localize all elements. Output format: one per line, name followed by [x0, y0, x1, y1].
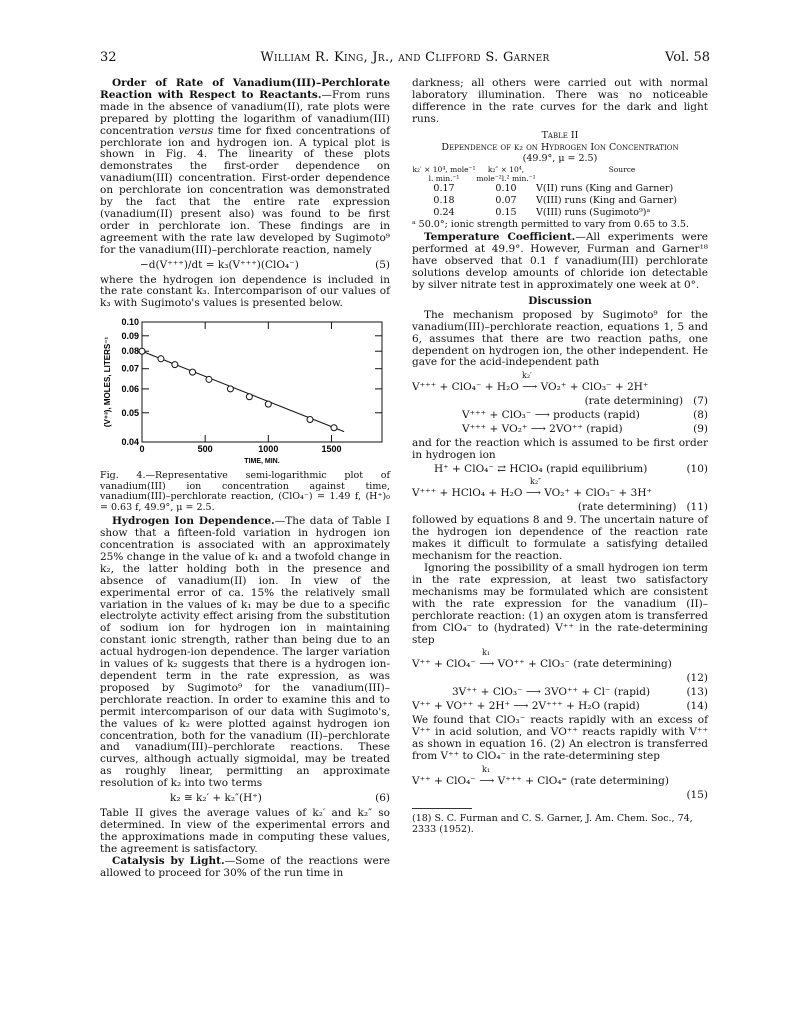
paragraph-we-found: We found that ClO₃⁻ reacts rapidly with an excess of V⁺⁺ in acid solution, and VO⁺⁺ reacts rapidly with V⁺⁺ as shown in equation 16. (2) An electron is transferred from V⁺⁺ to ClO₄⁻ in the rate-determining step [412, 714, 708, 762]
y-axis-label: (V⁺³), MOLES, LITERS⁻¹ [103, 337, 112, 428]
x-tick-label: 1500 [321, 444, 342, 455]
discussion-heading: Discussion [528, 294, 592, 307]
figure-caption: Fig. 4.—Representative semi-logarithmic plot of vanadium(III) ion concentration against time, vanadium(III)–perchlorate reaction, (ClO₄⁻) = 1.49 f, (H⁺)₀ = 0.63 f, 49.9°, μ = 2.5. [100, 470, 390, 513]
table-header-cell: k₂′ × 10⁴, mole⁻¹ l. min.⁻¹ [412, 165, 476, 184]
rate-constant-label: k₁ [482, 764, 491, 774]
table-header-cell: Source [608, 165, 636, 175]
data-point [246, 394, 252, 400]
data-point [172, 362, 178, 368]
paragraph-first-order: and for the reaction which is assumed to be first order in hydrogen ion [412, 436, 708, 461]
table-title: Dependence of k₂ on Hydrogen Ion Concentration [441, 141, 679, 153]
paragraph-darkness: darkness; all others were carried out with normal laboratory illumination. There was no noticeable difference in the rate curves for the dark and light runs. [412, 77, 708, 125]
paragraph-intercomparison: where the hydrogen ion dependence is included in the rate constant k₃. Intercomparison of our values of k₃ with Sugimoto's values is presented below. [100, 273, 390, 310]
data-point [206, 377, 212, 383]
section-heading: Temperature Coefficient. [424, 231, 576, 244]
volume-number: Vol. 58 [665, 50, 710, 65]
table-row: 0.18 0.07 V(III) runs (King and Garner) [433, 195, 677, 207]
paragraph-followed: followed by equations 8 and 9. The uncertain nature of the hydrogen ion dependence of the reaction rate makes it difficult to formulate a satisfying detailed mechanism for the reaction. [412, 514, 708, 563]
reaction-14: V⁺⁺ + VO⁺⁺ + 2H⁺ ⟶ 2V⁺⁺⁺ + H₂O (rapid) (14) [412, 700, 708, 713]
data-point [190, 369, 196, 375]
reaction-11-note: (rate determining) (11) [577, 500, 708, 513]
table-label: Table II [541, 129, 579, 141]
reaction-7: V⁺⁺⁺ + ClO₄⁻ + H₂O ⟶ VO₂⁺ + ClO₃⁻ + 2H⁺ [412, 381, 649, 394]
plot-frame [142, 322, 382, 442]
table-row: 0.17 0.10 V(II) runs (King and Garner) [433, 183, 674, 195]
paragraph-temperature: Temperature Coefficient.—All experiments were performed at 49.9°. However, Furman and Garner¹⁸ have observed that 0.1 f vanadium(III) perchlorate solutions develop amounts of chloride ion detectable by silver nitrate test in approximately one week at 0°. [412, 231, 708, 291]
y-tick-label: 0.04 [121, 437, 139, 448]
reaction-7-note: (rate determining) (7) [584, 395, 708, 408]
x-axis-label: TIME, MIN. [244, 458, 280, 466]
y-tick-label: 0.10 [121, 317, 139, 328]
paragraph-ignoring: Ignoring the possibility of a small hydrogen ion term in the rate expression, at least two satisfactory mechanisms may be formulated which are consistent with the rate expression for the vanadium (II)–perchlorate reaction: (1) an oxygen atom is transferred from ClO₄⁻ to (hydrated) V⁺⁺ in the rate-determining step [412, 562, 708, 646]
running-authors: William R. King, Jr., and Clifford S. Garner [260, 50, 550, 65]
reaction-9: V⁺⁺⁺ + VO₂⁺ ⟶ 2VO⁺⁺ (rapid) (9) [462, 423, 708, 436]
y-tick-label: 0.05 [121, 407, 139, 418]
data-point [139, 348, 145, 354]
section-heading: Catalysis by Light. [112, 854, 225, 867]
paragraph-table2: Table II gives the average values of k₂′ and k₂″ so determined. In view of the experimental errors and the approximations made in computing these values, the agreement is satisfactory. [100, 806, 390, 855]
x-tick-label: 1000 [258, 444, 279, 455]
x-tick-label: 500 [197, 444, 213, 455]
y-tick-label: 0.09 [121, 331, 139, 342]
figure-4-plot [100, 314, 390, 469]
reaction-10: H⁺ + ClO₄⁻ ⇄ HClO₄ (rapid equilibrium) (10) [434, 462, 708, 475]
x-tick-label: 0 [139, 444, 145, 455]
paragraph-order-of-rate: Order of Rate of Vanadium(III)–Perchlorate Reaction with Respect to Reactants.—From runs made in the absence of vanadium(II), rate plots were prepared by plotting the logarithm of vanadium(III) concentration versus time for fixed concentrations of perchlorate ion and hydrogen ion. A typical plot is shown in Fig. 4. The linearity of these plots demonstrates the first-order dependence on vanadium(III) concentration. First-order dependence on perchlorate ion concentration was demonstrated by the fact that the entire rate expression (vanadium(II) present also) was found to be first order in perchlorate ion. These findings are in agreement with the rate law developed by Sugimoto⁹ for the vanadium(III)–perchlorate reaction, namely [100, 77, 390, 256]
right-column [412, 78, 708, 835]
reaction-8: V⁺⁺⁺ + ClO₃⁻ ⟶ products (rapid) (8) [462, 409, 708, 422]
reaction-12: V⁺⁺ + ClO₄⁻ ⟶ VO⁺⁺ + ClO₃⁻ (rate determining) [412, 658, 672, 671]
y-tick-label: 0.08 [121, 346, 139, 357]
table-row: 0.24 0.15 V(III) runs (Sugimoto⁹)ᵃ [433, 207, 651, 219]
reaction-12-number: (12) [686, 672, 708, 685]
data-point [265, 401, 271, 407]
data-point [158, 356, 164, 362]
page-number: 32 [100, 50, 117, 65]
section-heading: Order of Rate of Vanadium(III)–Perchlorate Reaction with Respect to Reactants. [100, 77, 390, 101]
rate-constant-label: k₂′ [522, 371, 532, 381]
footnote-rule [412, 808, 472, 809]
data-point [307, 417, 313, 423]
table-header-cell: k₂″ × 10⁴, mole⁻²l.² min.⁻¹ [476, 165, 536, 184]
rate-constant-label: k₂″ [530, 476, 542, 486]
rate-constant-label: k₁ [482, 648, 491, 658]
reaction-15-number: (15) [686, 788, 708, 801]
section-heading: Hydrogen Ion Dependence. [112, 515, 275, 528]
y-tick-label: 0.06 [121, 384, 139, 395]
equation-5: −d(V⁺⁺⁺)/dt = k₃(V⁺⁺⁺)(ClO₄⁻) (5) [140, 258, 390, 271]
table-header [412, 165, 708, 183]
table-conditions: (49.9°, μ = 2.5) [522, 153, 598, 165]
paragraph-hydrogen-ion: Hydrogen Ion Dependence.—The data of Table I show that a fifteen-fold variation in hydrogen ion concentration is associated with an approximately 25% change in the value of k₁ and a twofold change in k₂, the latter holding both in the presence and absence of vanadium(II) ion. In view of the experimental error of ca. 15% the relatively small variation in the values of k₁ may be due to a specific electrolyte activity effect arising from the substitution of sodium ion for hydrogen ion in maintaining constant ionic strength, rather than being due to an actual hydrogen-ion dependence. The larger variation in values of k₂ suggests that there is a hydrogen ion-dependent term in the rate expression, as was proposed by Sugimoto⁹ for the vanadium(III)–perchlorate reaction. In order to examine this and to permit intercomparison of our data with Sugimoto's, the values of k₂ were plotted against hydrogen ion concentration, both for the vanadium (II)–perchlorate and vanadium(III)–perchlorate reactions. These curves, although actually sigmoidal, may be treated as roughly linear, permitting an approximate resolution of k₂ into two terms [100, 515, 390, 790]
equation-6: k₂ ≅ k₂′ + k₂″(H⁺) (6) [170, 792, 390, 805]
data-point [331, 425, 337, 431]
footnote-18: (18) S. C. Furman and C. S. Garner, J. Am. Chem. Soc., 74, 2333 (1952). [412, 812, 693, 835]
paragraph-mechanism: The mechanism proposed by Sugimoto⁹ for the vanadium(III)–perchlorate reaction, equations 1, 5 and 6, assumes that there are two reaction paths, one dependent on hydrogen ion, the other independent. He gave for the acid-independent path [412, 308, 708, 369]
data-point [227, 386, 233, 392]
reaction-15: V⁺⁺ + ClO₄⁻ ⟶ V⁺⁺⁺ + ClO₄⁼ (rate determining) [412, 774, 669, 787]
y-tick-label: 0.07 [121, 363, 139, 374]
table-2 [412, 130, 708, 231]
paragraph-catalysis: Catalysis by Light.—Some of the reactions were allowed to proceed for 30% of the run time in [100, 854, 390, 879]
running-header [100, 50, 710, 66]
reaction-11: V⁺⁺⁺ + HClO₄ + H₂O ⟶ VO₂⁺ + ClO₃⁻ + 3H⁺ [412, 486, 653, 499]
semilog-chart [100, 314, 390, 469]
table-footnote: ᵃ 50.0°; ionic strength permitted to vary from 0.65 to 3.5. [412, 219, 689, 231]
reaction-13: 3V⁺⁺ + ClO₃⁻ ⟶ 3VO⁺⁺ + Cl⁻ (rapid) (13) [452, 686, 708, 699]
left-column [100, 78, 390, 879]
